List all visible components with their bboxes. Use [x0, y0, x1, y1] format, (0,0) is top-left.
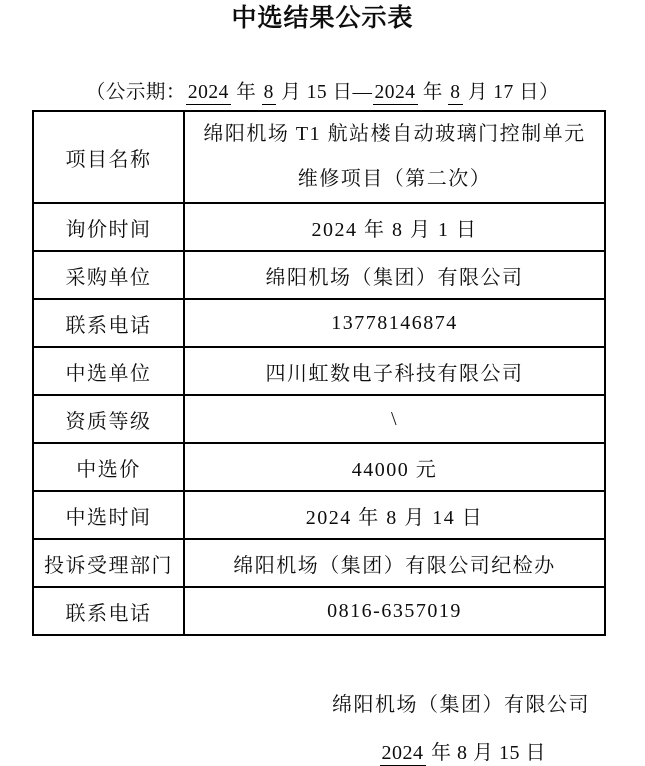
- period-mid1: 年: [230, 82, 262, 103]
- page-title: 中选结果公示表: [231, 5, 414, 32]
- announcement-period: [0, 80, 645, 105]
- signature-date-year: 2024: [381, 742, 424, 764]
- row-value: 绵阳机场（集团）有限公司: [184, 251, 605, 299]
- row-value: \: [184, 395, 605, 443]
- table-row-complaint-dept: [33, 539, 605, 587]
- row-label: 中选价: [33, 443, 184, 491]
- row-label: 询价时间: [33, 203, 184, 251]
- signature-date: [0, 736, 546, 765]
- row-label: 资质等级: [33, 395, 184, 443]
- table-row-contact-phone: [33, 299, 605, 347]
- table-row-selected-unit: [33, 347, 605, 395]
- table-row-selected-date: [33, 491, 605, 539]
- period-start-year: 2024: [187, 82, 229, 103]
- row-value: [184, 111, 605, 203]
- signature-company: 绵阳机场（集团）有限公司: [332, 694, 590, 716]
- period-end-month: 8: [450, 82, 461, 103]
- row-label: 采购单位: [33, 251, 184, 299]
- period-mid3: 年: [417, 82, 449, 103]
- row-value: 44000 元: [184, 443, 605, 491]
- project-name-line1: 绵阳机场 T1 航站楼自动玻璃门控制单元: [203, 123, 586, 145]
- row-value: 0816-6357019: [184, 587, 605, 635]
- table-row-qualification: [33, 395, 605, 443]
- project-name-line2: 维修项目（第二次）: [297, 168, 492, 190]
- table-row-project-name: [33, 111, 605, 203]
- period-mid4: 月 17 日）: [462, 82, 560, 103]
- signature-date-rest: 年 8 月 15 日: [425, 742, 546, 764]
- row-value: 四川虹数电子科技有限公司: [184, 347, 605, 395]
- period-end-year: 2024: [374, 82, 416, 103]
- period-mid2: 月 15 日—: [275, 82, 373, 103]
- row-label: 投诉受理部门: [33, 539, 184, 587]
- period-start-month: 8: [263, 82, 274, 103]
- row-label: 中选单位: [33, 347, 184, 395]
- row-value: 2024 年 8 月 1 日: [184, 203, 605, 251]
- row-value: 2024 年 8 月 14 日: [184, 491, 605, 539]
- period-prefix: （公示期：: [85, 82, 186, 103]
- table-row-inquiry-date: [33, 203, 605, 251]
- row-label: 联系电话: [33, 587, 184, 635]
- row-value: 13778146874: [184, 299, 605, 347]
- row-label: 联系电话: [33, 299, 184, 347]
- row-label: 项目名称: [33, 111, 184, 203]
- row-label: 中选时间: [33, 491, 184, 539]
- table-row-complaint-phone: [33, 587, 605, 635]
- result-table: [32, 110, 606, 636]
- table-row-selected-price: [33, 443, 605, 491]
- table-row-purchaser: [33, 251, 605, 299]
- row-value: 绵阳机场（集团）有限公司纪检办: [184, 539, 605, 587]
